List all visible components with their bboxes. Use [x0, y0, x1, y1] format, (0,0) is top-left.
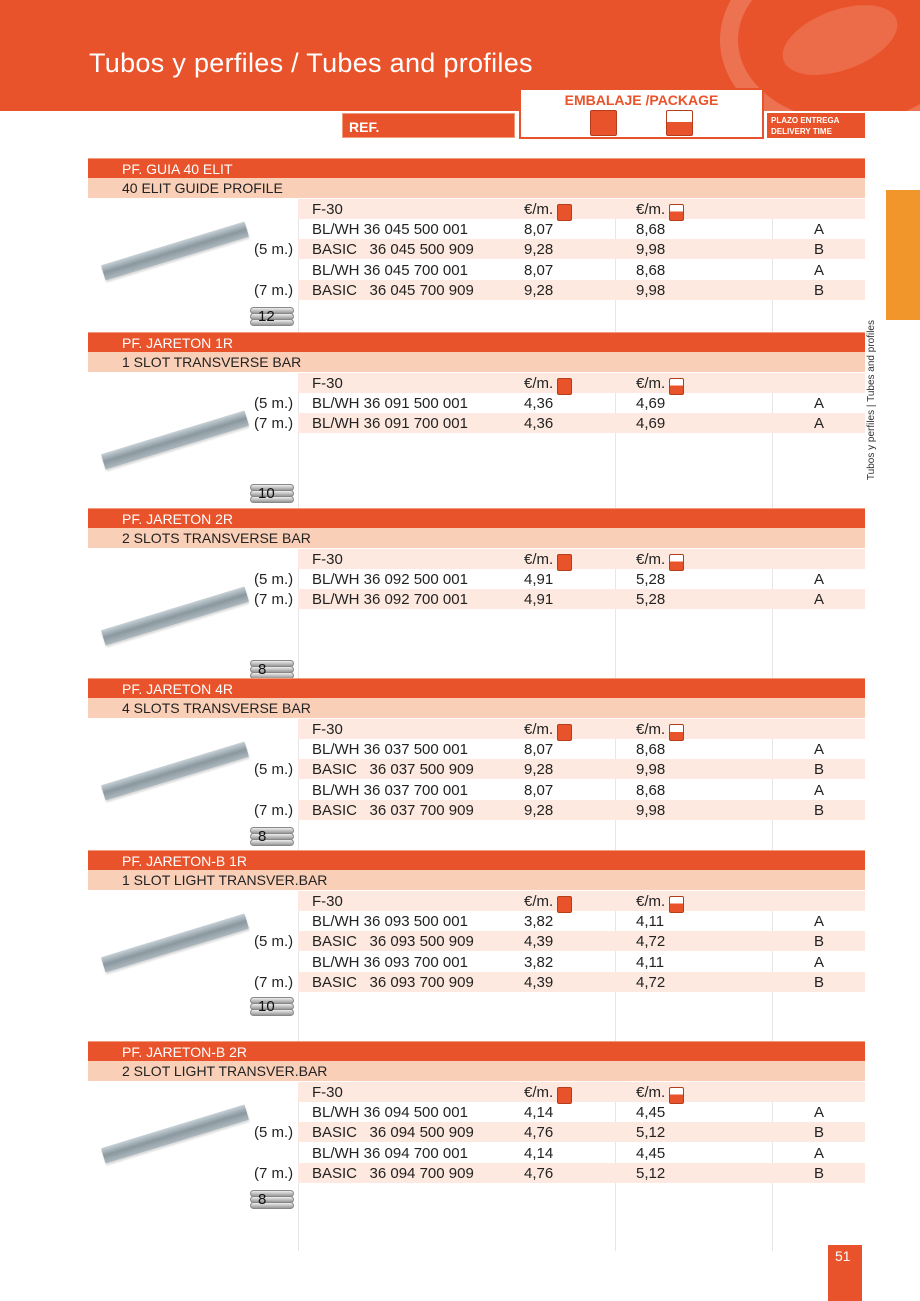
price-partial-box: 4,69: [636, 415, 666, 433]
delivery-code: B: [814, 933, 825, 951]
partial-box-icon: [669, 554, 684, 571]
table-row: [254, 393, 865, 413]
reference: BL/WH 36 092 500 001: [312, 571, 468, 588]
table-row: [254, 759, 865, 779]
reference: BL/WH 36 092 700 001: [312, 591, 468, 609]
section-title: PF. JARETON 1R: [88, 332, 865, 352]
price-partial-box: 5,28: [636, 571, 666, 588]
price-partial-box: 9,98: [636, 241, 666, 259]
price-full-label: [524, 375, 572, 393]
price-partial-box: 4,45: [636, 1104, 666, 1121]
reference: BASIC 36 094 700 909: [312, 1165, 474, 1183]
price-partial-box: 8,68: [636, 741, 666, 758]
product-section: [88, 1041, 865, 1251]
price-full-box: 4,36: [524, 415, 554, 433]
delivery-code: A: [814, 781, 825, 799]
price-partial-box: 9,98: [636, 761, 666, 779]
table-row: [254, 239, 865, 259]
profile-image: [101, 913, 249, 972]
section-tab: [886, 190, 920, 320]
price-full-box: 8,07: [524, 261, 554, 279]
price-partial-label: [636, 1084, 684, 1102]
page-number: 51: [828, 1245, 862, 1301]
price-partial-label: [636, 201, 684, 219]
price-full-label: [524, 721, 572, 739]
product-section: [88, 508, 865, 678]
price-full-box: 9,28: [524, 241, 554, 259]
section-subtitle: 4 SLOTS TRANSVERSE BAR: [88, 698, 865, 718]
section-title: PF. JARETON 4R: [88, 678, 865, 698]
length-label: (7 m.): [254, 415, 294, 433]
bundle-icon: [250, 997, 296, 1017]
material-label: F-30: [312, 721, 343, 738]
price-label: €/m.: [636, 201, 666, 218]
table-row: [254, 280, 865, 300]
price-full-box: 4,14: [524, 1104, 554, 1121]
table-row: [298, 739, 865, 759]
length-label: (5 m.): [254, 1124, 294, 1142]
price-full-box: 4,14: [524, 1144, 554, 1162]
material-label: F-30: [312, 201, 343, 218]
profile-image: [101, 741, 249, 800]
table-row: [254, 972, 865, 992]
price-full-box: 8,07: [524, 781, 554, 799]
price-partial-box: 4,72: [636, 933, 666, 951]
price-label: €/m.: [524, 551, 554, 568]
price-label: €/m.: [636, 1084, 666, 1101]
delivery-code: B: [814, 761, 825, 779]
partial-box-icon: [669, 1087, 684, 1104]
bundle-count: 12: [258, 307, 275, 325]
reference: BL/WH 36 094 500 001: [312, 1104, 468, 1121]
price-label: €/m.: [636, 375, 666, 392]
length-label: (5 m.): [254, 241, 294, 259]
table-row: [254, 413, 865, 433]
table-row: [298, 952, 865, 972]
section-title: PF. GUIA 40 ELIT: [88, 158, 865, 178]
reference: BL/WH 36 094 700 001: [312, 1144, 468, 1162]
material-label: F-30: [312, 1084, 343, 1101]
side-label: Tubos y perfiles | Tubes and profiles: [866, 320, 877, 481]
column-header-row: [298, 1082, 865, 1102]
column-header-row: [298, 373, 865, 393]
table-row: [254, 1163, 865, 1183]
price-partial-label: [636, 721, 684, 739]
full-box-icon: [557, 554, 572, 571]
table-row: [298, 780, 865, 800]
price-full-label: [524, 201, 572, 219]
reference: BL/WH 36 091 500 001: [312, 395, 468, 412]
table-row: [298, 1143, 865, 1163]
price-label: €/m.: [636, 893, 666, 910]
bundle-icon: [250, 484, 296, 504]
price-full-box: 8,07: [524, 741, 554, 758]
price-full-box: 4,76: [524, 1165, 554, 1183]
partial-box-icon: [669, 378, 684, 395]
table-row: [254, 589, 865, 609]
delivery-code: B: [814, 802, 825, 820]
reference: BASIC 36 037 700 909: [312, 802, 474, 820]
price-full-box: 4,39: [524, 974, 554, 992]
bundle-icon: [250, 307, 296, 327]
full-box-icon: [557, 896, 572, 913]
price-full-box: 4,39: [524, 933, 554, 951]
table-row: [298, 1102, 865, 1122]
table-row: [254, 931, 865, 951]
price-partial-label: [636, 893, 684, 911]
page-title: Tubos y perfiles / Tubes and profiles: [89, 48, 533, 78]
product-section: [88, 332, 865, 508]
delivery-code: B: [814, 282, 825, 300]
cylinder-shape: [250, 1202, 294, 1209]
table-row: [298, 219, 865, 239]
section-subtitle: 2 SLOTS TRANSVERSE BAR: [88, 528, 865, 548]
price-full-label: [524, 893, 572, 911]
delivery-code: A: [814, 571, 825, 588]
table-row: [254, 800, 865, 820]
delivery-label-es: PLAZO ENTREGA: [771, 116, 840, 125]
price-partial-box: 5,28: [636, 591, 666, 609]
full-box-icon: [557, 1087, 572, 1104]
column-header-row: [298, 199, 865, 219]
ref-header: REF.: [342, 113, 515, 138]
delivery-code: A: [814, 1104, 825, 1121]
delivery-code: B: [814, 974, 825, 992]
price-label: €/m.: [524, 893, 554, 910]
partial-box-icon: [669, 724, 684, 741]
table-row: [254, 569, 865, 589]
delivery-code: A: [814, 953, 825, 971]
bundle-icon: [250, 1190, 296, 1210]
partial-box-icon: [666, 110, 693, 136]
price-partial-box: 4,11: [636, 913, 665, 930]
delivery-code: A: [814, 415, 825, 433]
price-full-box: 4,36: [524, 395, 554, 412]
partial-box-icon: [669, 204, 684, 221]
price-label: €/m.: [524, 721, 554, 738]
price-full-box: 4,91: [524, 591, 554, 609]
price-full-label: [524, 1084, 572, 1102]
price-partial-box: 8,68: [636, 221, 666, 238]
price-full-box: 3,82: [524, 913, 554, 930]
price-full-box: 9,28: [524, 282, 554, 300]
column-header-row: [298, 891, 865, 911]
delivery-code: A: [814, 913, 825, 930]
profile-image: [101, 221, 249, 280]
price-label: €/m.: [636, 551, 666, 568]
price-label: €/m.: [524, 1084, 554, 1101]
section-subtitle: 1 SLOT LIGHT TRANSVER.BAR: [88, 870, 865, 890]
delivery-code: A: [814, 741, 825, 758]
length-label: (5 m.): [254, 571, 294, 588]
bundle-icon: [250, 827, 296, 847]
price-partial-box: 8,68: [636, 261, 666, 279]
section-title: PF. JARETON 2R: [88, 508, 865, 528]
reference: BASIC 36 045 500 909: [312, 241, 474, 259]
price-partial-box: 4,45: [636, 1144, 666, 1162]
length-label: (5 m.): [254, 761, 294, 779]
table-row: [254, 1122, 865, 1142]
delivery-label-en: DELIVERY TIME: [771, 127, 832, 136]
length-label: (5 m.): [254, 933, 294, 951]
material-label: F-30: [312, 375, 343, 392]
full-box-icon: [557, 378, 572, 395]
reference: BL/WH 36 093 500 001: [312, 913, 468, 930]
price-partial-box: 4,72: [636, 974, 666, 992]
delivery-code: B: [814, 1124, 825, 1142]
bundle-icon: [250, 660, 296, 680]
price-full-box: 3,82: [524, 953, 554, 971]
reference: BL/WH 36 037 500 001: [312, 741, 468, 758]
product-section: [88, 158, 865, 332]
table-row: [298, 911, 865, 931]
reference: BASIC 36 093 700 909: [312, 974, 474, 992]
length-label: (7 m.): [254, 974, 294, 992]
delivery-code: A: [814, 261, 825, 279]
cylinder-shape: [250, 839, 294, 846]
reference: BASIC 36 037 500 909: [312, 761, 474, 779]
price-label: €/m.: [524, 375, 554, 392]
price-full-box: 9,28: [524, 802, 554, 820]
column-header-row: [298, 549, 865, 569]
material-label: F-30: [312, 551, 343, 568]
full-box-icon: [590, 110, 617, 136]
price-partial-box: 8,68: [636, 781, 666, 799]
delivery-code: A: [814, 591, 825, 609]
price-label: €/m.: [636, 721, 666, 738]
bundle-count: 8: [258, 1190, 267, 1208]
price-partial-box: 9,98: [636, 802, 666, 820]
reference: BL/WH 36 045 700 001: [312, 261, 468, 279]
section-title: PF. JARETON-B 2R: [88, 1041, 865, 1061]
length-label: (7 m.): [254, 591, 294, 609]
price-partial-label: [636, 375, 684, 393]
price-partial-box: 4,11: [636, 953, 665, 971]
length-label: (5 m.): [254, 395, 294, 412]
reference: BL/WH 36 037 700 001: [312, 781, 468, 799]
reference: BL/WH 36 091 700 001: [312, 415, 468, 433]
length-label: (7 m.): [254, 1165, 294, 1183]
product-section: [88, 850, 865, 1041]
price-partial-box: 9,98: [636, 282, 666, 300]
price-partial-label: [636, 551, 684, 569]
price-full-label: [524, 551, 572, 569]
profile-image: [101, 410, 249, 469]
reference: BL/WH 36 045 500 001: [312, 221, 468, 238]
price-full-box: 4,76: [524, 1124, 554, 1142]
delivery-code: A: [814, 395, 825, 412]
length-label: (7 m.): [254, 802, 294, 820]
delivery-code: B: [814, 1165, 825, 1183]
section-subtitle: 2 SLOT LIGHT TRANSVER.BAR: [88, 1061, 865, 1081]
bundle-count: 8: [258, 660, 267, 678]
section-subtitle: 1 SLOT TRANSVERSE BAR: [88, 352, 865, 372]
bundle-count: 10: [258, 997, 275, 1015]
column-header-row: [298, 719, 865, 739]
package-header: [519, 88, 764, 139]
profile-image: [101, 586, 249, 645]
profile-image: [101, 1104, 249, 1163]
length-label: (7 m.): [254, 282, 294, 300]
price-full-box: 9,28: [524, 761, 554, 779]
price-label: €/m.: [524, 201, 554, 218]
delivery-code: A: [814, 221, 825, 238]
reference: BL/WH 36 093 700 001: [312, 953, 468, 971]
table-row: [298, 260, 865, 280]
product-section: [88, 678, 865, 850]
price-partial-box: 5,12: [636, 1124, 666, 1142]
material-label: F-30: [312, 893, 343, 910]
reference: BASIC 36 045 700 909: [312, 282, 474, 300]
delivery-header: [767, 113, 865, 138]
section-subtitle: 40 ELIT GUIDE PROFILE: [88, 178, 865, 198]
delivery-code: B: [814, 241, 825, 259]
section-title: PF. JARETON-B 1R: [88, 850, 865, 870]
price-full-box: 4,91: [524, 571, 554, 588]
bundle-count: 10: [258, 484, 275, 502]
bundle-count: 8: [258, 827, 267, 845]
package-label: EMBALAJE /PACKAGE: [564, 92, 719, 108]
partial-box-icon: [669, 896, 684, 913]
page-header: [0, 0, 920, 111]
price-partial-box: 4,69: [636, 395, 666, 412]
delivery-code: A: [814, 1144, 825, 1162]
reference: BASIC 36 094 500 909: [312, 1124, 474, 1142]
price-full-box: 8,07: [524, 221, 554, 238]
full-box-icon: [557, 204, 572, 221]
reference: BASIC 36 093 500 909: [312, 933, 474, 951]
full-box-icon: [557, 724, 572, 741]
product-sections: [88, 158, 865, 1251]
price-partial-box: 5,12: [636, 1165, 666, 1183]
